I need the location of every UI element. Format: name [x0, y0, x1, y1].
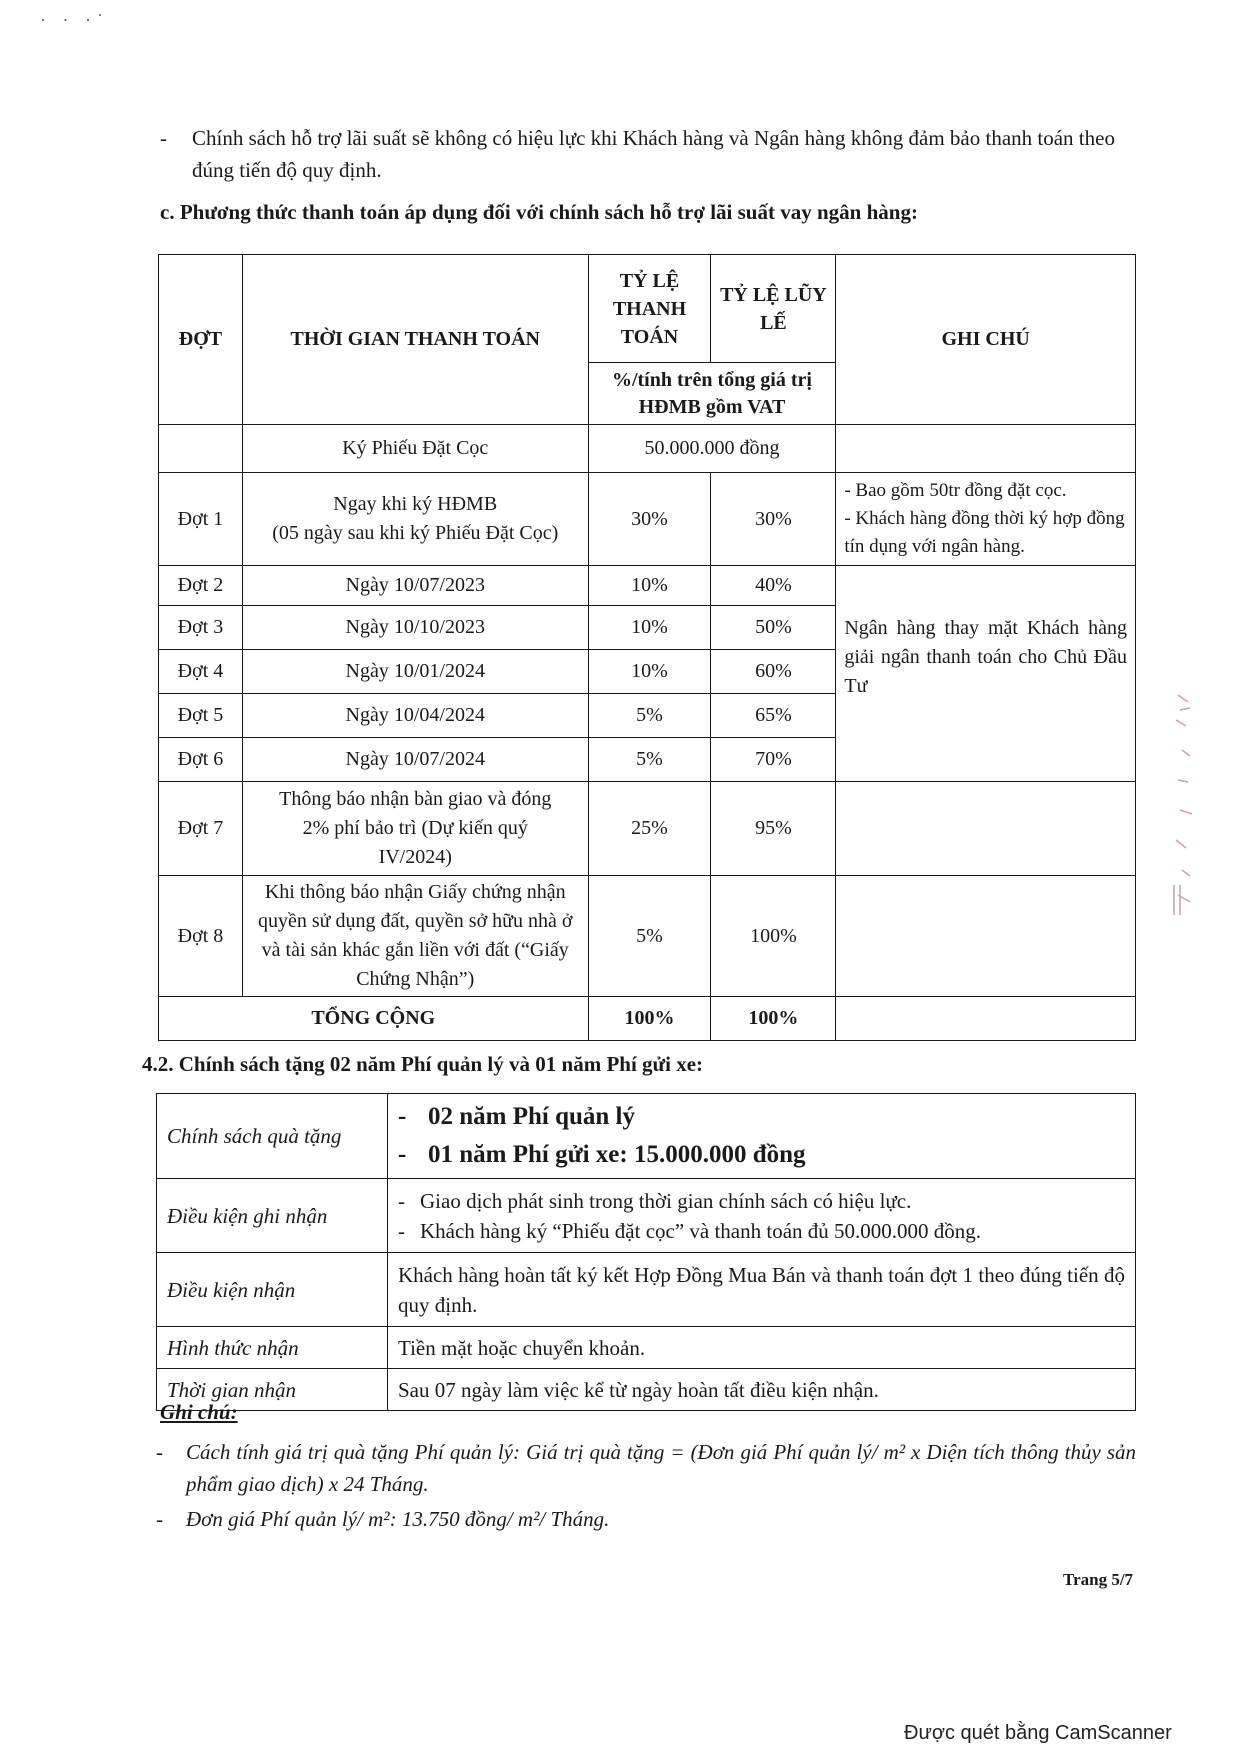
dot1-note-b: - Khách hàng đồng thời ký hợp đồng tín dụng với ngân hàng.	[844, 508, 1125, 557]
side-stamp-mark	[1170, 690, 1200, 920]
section-42-heading: 4.2. Chính sách tặng 02 năm Phí quản lý và 01 năm Phí gửi xe:	[142, 1052, 704, 1076]
dot8-note-cell	[836, 876, 1136, 997]
dot-cumulative: 70%	[711, 738, 836, 782]
dot-cumulative: 50%	[711, 606, 836, 650]
dot-ratio: 5%	[588, 694, 711, 738]
receive-time-label: Thời gian nhận	[157, 1369, 388, 1411]
record-condition-item: - Khách hàng ký “Phiếu đặt cọc” và thanh toán đủ 50.000.000 đồng.	[398, 1218, 982, 1243]
header-ratio: TỶ LỆ THANH TOÁN	[588, 255, 711, 363]
dot-ratio: 10%	[588, 650, 711, 694]
gift-policy-item: - 02 năm Phí quản lý	[398, 1103, 636, 1130]
gift-policy-item: - 01 năm Phí gửi xe: 15.000.000 đồng	[398, 1141, 806, 1168]
intro-bullet: - Chính sách hỗ trợ lãi suất sẽ không có hiệu lực khi Khách hàng và Ngân hàng không đảm bảo thanh toán theo đúng tiến độ quy định.	[160, 122, 1120, 186]
deposit-dot-cell	[159, 425, 243, 473]
deposit-amount: 50.000.000 đồng	[588, 425, 836, 473]
dot-ratio: 25%	[588, 782, 711, 876]
dot-ratio: 5%	[588, 738, 711, 782]
dot-cumulative: 95%	[711, 782, 836, 876]
deposit-row	[159, 425, 1136, 473]
header-note: GHI CHÚ	[836, 255, 1136, 425]
record-condition-row	[157, 1179, 1136, 1253]
dot-label: Đợt 4	[159, 650, 243, 694]
camscanner-watermark: Được quét bằng CamScanner	[904, 1722, 1172, 1744]
dot1-time-line1: Ngay khi ký HĐMB	[333, 493, 498, 515]
record-condition-items	[388, 1179, 1136, 1253]
header-percent-sub: %/tính trên tổng giá trị HĐMB gồm VAT	[588, 363, 836, 425]
table-row	[159, 876, 1136, 997]
bank-disbursement-note: Ngân hàng thay mặt Khách hàng giải ngân thanh toán cho Chủ Đầu Tư	[836, 566, 1136, 782]
total-note-cell	[836, 997, 1136, 1041]
intro-bullet-text: Chính sách hỗ trợ lãi suất sẽ không có hiệu lực khi Khách hàng và Ngân hàng không đảm bảo thanh toán theo đúng tiến độ quy định.	[192, 126, 1115, 182]
gift-policy-table	[156, 1093, 1136, 1411]
dot-label: Đợt 6	[159, 738, 243, 782]
deposit-note-cell	[836, 425, 1136, 473]
dot-cumulative: 40%	[711, 566, 836, 606]
header-time: THỜI GIAN THANH TOÁN	[242, 255, 588, 425]
dot7-note-cell	[836, 782, 1136, 876]
gift-policy-label: Chính sách quà tặng	[157, 1094, 388, 1179]
notes-title: Ghi chú:	[160, 1400, 238, 1424]
header-cumulative: TỶ LỆ LŨY LẾ	[711, 255, 836, 363]
page-number: Trang 5/7	[1063, 1570, 1134, 1589]
dot-time: Ngày 10/10/2023	[242, 606, 588, 650]
dot-cumulative: 65%	[711, 694, 836, 738]
dot-cumulative: 100%	[711, 876, 836, 997]
receive-form-label: Hình thức nhận	[157, 1327, 388, 1369]
table-row	[159, 473, 1136, 566]
table-row	[159, 566, 1136, 606]
dot-cumulative: 60%	[711, 650, 836, 694]
scan-artifact: · · ·˙	[40, 10, 109, 30]
deposit-label: Ký Phiếu Đặt Cọc	[242, 425, 588, 473]
receive-condition-label: Điều kiện nhận	[157, 1253, 388, 1327]
receive-form-text: Tiền mặt hoặc chuyển khoản.	[388, 1327, 1136, 1369]
total-row	[159, 997, 1136, 1041]
note-text: Đơn giá Phí quản lý/ m²: 13.750 đồng/ m²/ Tháng.	[186, 1507, 610, 1531]
total-cumulative: 100%	[711, 997, 836, 1041]
dot-label: Đợt 1	[159, 473, 243, 566]
table-row	[159, 782, 1136, 876]
note-item: - Đơn giá Phí quản lý/ m²: 13.750 đồng/ m²/ Tháng.	[156, 1503, 1136, 1535]
payment-schedule-table	[158, 254, 1136, 1041]
dot-label: Đợt 2	[159, 566, 243, 606]
dot-time: Ngày 10/01/2024	[242, 650, 588, 694]
header-row	[159, 255, 1136, 363]
dot-label: Đợt 7	[159, 782, 243, 876]
dot1-note-a: - Bao gồm 50tr đồng đặt cọc.	[844, 480, 1067, 501]
receive-condition-row	[157, 1253, 1136, 1327]
total-ratio: 100%	[588, 997, 711, 1041]
receive-time-row	[157, 1369, 1136, 1411]
dot-time: Ngày 10/07/2024	[242, 738, 588, 782]
dot-ratio: 5%	[588, 876, 711, 997]
receive-time-text: Sau 07 ngày làm việc kể từ ngày hoàn tất điều kiện nhận.	[388, 1369, 1136, 1411]
dot-ratio: 30%	[588, 473, 711, 566]
dot-label: Đợt 8	[159, 876, 243, 997]
dot-label: Đợt 5	[159, 694, 243, 738]
dot-time: Thông báo nhận bàn giao và đóng 2% phí bảo trì (Dự kiến quý IV/2024)	[242, 782, 588, 876]
record-condition-item: - Giao dịch phát sinh trong thời gian chính sách có hiệu lực.	[398, 1188, 912, 1213]
dot-cumulative: 30%	[711, 473, 836, 566]
dot1-time-line2: (05 ngày sau khi ký Phiếu Đặt Cọc)	[272, 522, 559, 544]
section-c-heading: c. Phương thức thanh toán áp dụng đối với chính sách hỗ trợ lãi suất vay ngân hàng:	[160, 200, 918, 224]
gift-policy-row	[157, 1094, 1136, 1179]
dot-time: Khi thông báo nhận Giấy chứng nhận quyền sử dụng đất, quyền sở hữu nhà ở và tài sản khác gắn liền với đất (“Giấy Chứng Nhận”)	[242, 876, 588, 997]
dot-ratio: 10%	[588, 606, 711, 650]
total-label: TỔNG CỘNG	[159, 997, 589, 1041]
dot-time	[242, 473, 588, 566]
dot1-note	[836, 473, 1136, 566]
record-condition-label: Điều kiện ghi nhận	[157, 1179, 388, 1253]
dot-label: Đợt 3	[159, 606, 243, 650]
dot-ratio: 10%	[588, 566, 711, 606]
dot-time: Ngày 10/04/2024	[242, 694, 588, 738]
note-item: - Cách tính giá trị quà tặng Phí quản lý: Giá trị quà tặng = (Đơn giá Phí quản lý/ m² x Diện tích thông thủy sản phẩm giao dịch) x 24 Tháng.	[156, 1436, 1136, 1500]
dot-time: Ngày 10/07/2023	[242, 566, 588, 606]
receive-form-row	[157, 1327, 1136, 1369]
receive-condition-text: Khách hàng hoàn tất ký kết Hợp Đồng Mua Bán và thanh toán đợt 1 theo đúng tiến độ quy định.	[388, 1253, 1136, 1327]
note-text: Cách tính giá trị quà tặng Phí quản lý: Giá trị quà tặng = (Đơn giá Phí quản lý/ m² x Diện tích thông thủy sản phẩm giao dịch) x 24 Tháng.	[186, 1440, 1136, 1496]
gift-policy-items	[388, 1094, 1136, 1179]
header-dot: ĐỢT	[159, 255, 243, 425]
